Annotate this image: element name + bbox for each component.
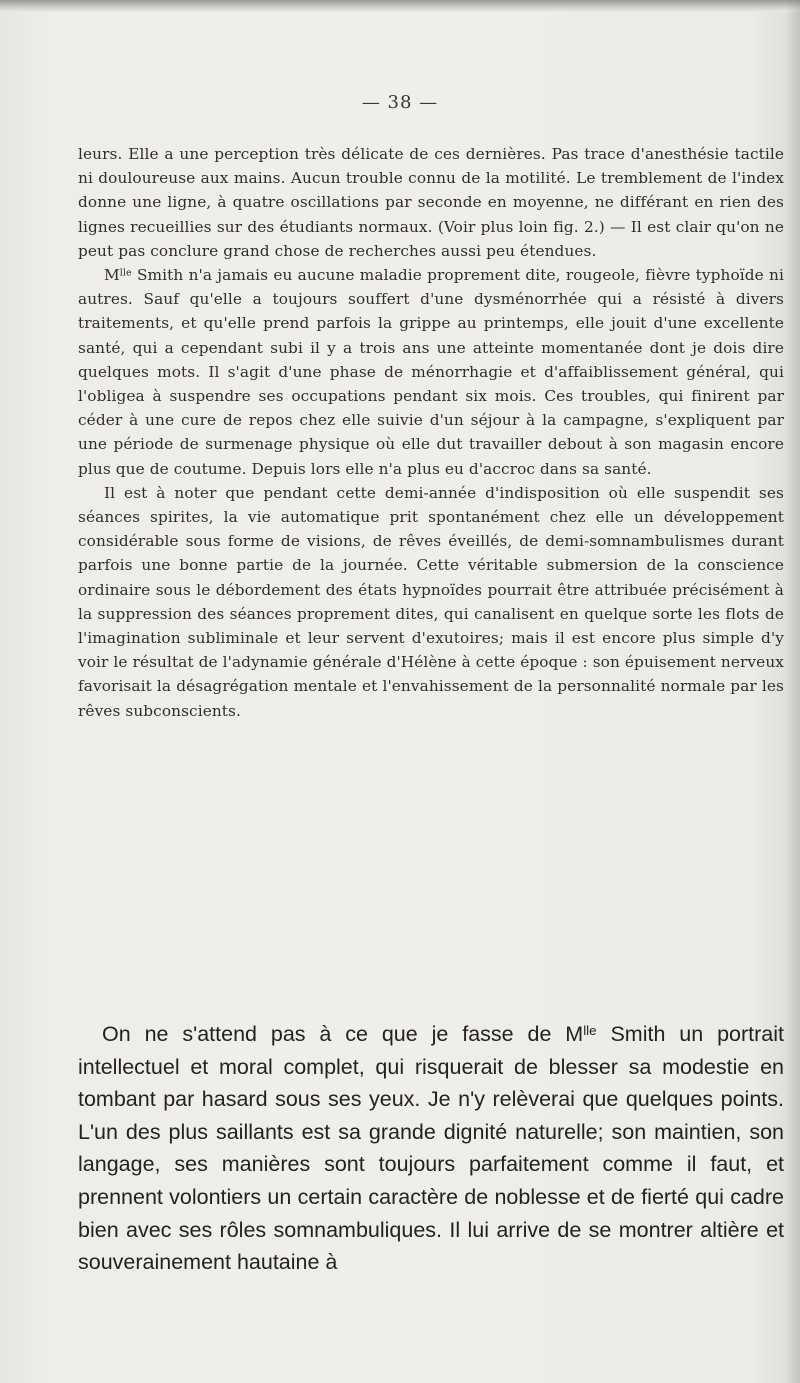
- paragraph-4-superscript: lle: [583, 1023, 597, 1039]
- paragraph-2-superscript: lle: [119, 267, 132, 279]
- page-number: — 38 —: [361, 92, 439, 113]
- paragraph-2: [78, 263, 784, 481]
- paragraph-1: leurs. Elle a une perception très délicate de ces dernières. Pas trace d'anesthésie tactile ni douloureuse aux mains. Aucun trouble connu de la motilité. Le tremblement de l'index donne une ligne, à quatre oscillations par seconde en moyenne, ne différant en rien des lignes recueillies sur des étudiants normaux. (Voir plus loin fig. 2.) — Il est clair qu'on ne peut pas conclure grand chose de recherches aussi peu étendues.: [78, 145, 784, 260]
- paragraph-2-body: Smith n'a jamais eu aucune maladie proprement dite, rougeole, fièvre typhoïde ni autres. Sauf qu'elle a toujours souffert d'une dysménorrhée qui a résisté à divers traitements, et qu'elle prend parfois la grippe au printemps, elle jouit d'une excellente santé, qui a cependant subi il y a trois ans une atteinte momentanée dont je dois dire quelques mots. Il s'agit d'une phase de ménorrhagie et d'affaiblissement général, qui l'obligea à suspendre ses occupations pendant six mois. Ces troubles, qui finirent par céder à une cure de repos chez elle suivie d'un séjour à la campagne, s'expliquent par une période de surmenage physique où elle dut travailler debout à son magasin encore plus que de coutume. Depuis lors elle n'a plus eu d'accroc dans sa santé.: [78, 266, 784, 478]
- paragraph-3: Il est à noter que pendant cette demi-année d'indisposition où elle suspendit ses séances spirites, la vie automatique prit spontanément chez elle un développement considérable sous forme de visions, de rêves éveillés, de demi-somnambulismes durant parfois une bonne partie de la journée. Cette véritable submersion de la conscience ordinaire sous le débordement des états hypnoïdes pourrait être attribuée précisément à la suppression des séances proprement dites, qui canalisent en quelque sorte les flots de l'imagination subliminale et leur servent d'exutoires; mais il est encore plus simple d'y voir le résultat de l'adynamie générale d'Hélène à cette époque : son épuisement nerveux favorisait la désagrégation mentale et l'envahissement de la personnalité normale par les rêves subconscients.: [78, 483, 785, 720]
- paragraph-2-prefix: M: [104, 266, 120, 285]
- page-top-edge: [0, 0, 800, 12]
- paragraph-4-prefix: On ne s'attend pas à ce que je fasse de M: [102, 1022, 584, 1046]
- large-type-section: [78, 1018, 784, 1279]
- paragraph-4: [78, 1018, 784, 1279]
- paragraph-4-body: Smith un portrait intellectuel et moral complet, qui risquerait de blesser sa modestie en tombant par hasard sous ses yeux. Je n'y relèverai que quelques points. L'un des plus saillants est sa grande dignité naturelle; son maintien, son langage, ses manières sont toujours parfaitement comme il faut, et prennent volontiers un certain caractère de noblesse et de fierté qui cadre bien avec ses rôles somnambuliques. Il lui arrive de se montrer altière et souverainement hautaine à: [78, 1022, 784, 1275]
- small-type-section: [78, 142, 784, 723]
- page-right-edge: [786, 0, 800, 1383]
